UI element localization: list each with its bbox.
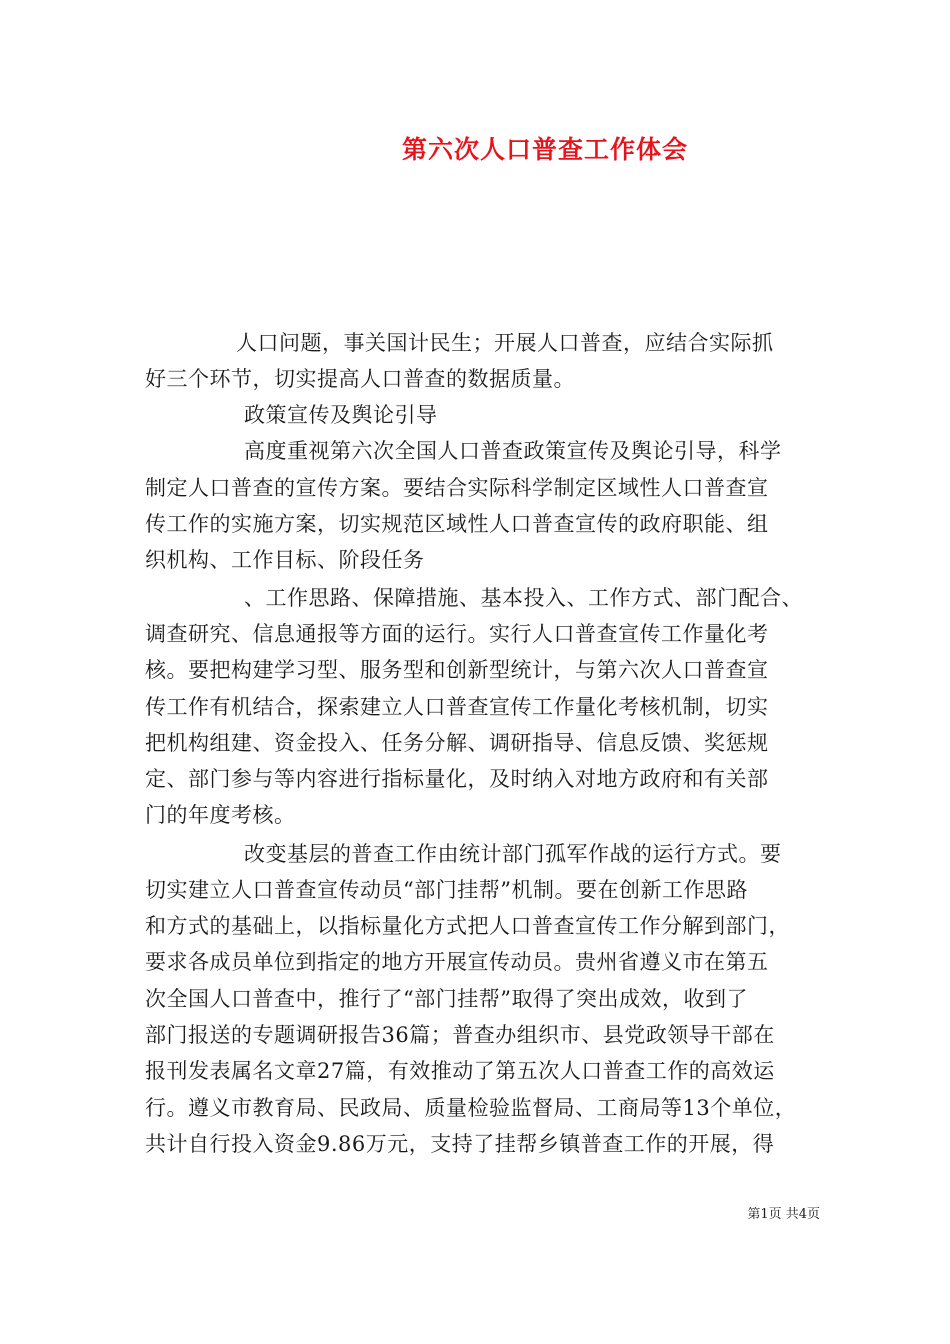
paragraph-line: 门的年度考核。 [145, 803, 296, 827]
paragraph-line: 和方式的基础上，以指标量化方式把人口普查宣传工作分解到部门， [145, 914, 790, 938]
page-number: 第1页 共4页 [747, 1207, 820, 1222]
paragraph-line: 传工作的实施方案，切实规范区域性人口普查宣传的政府职能、组 [145, 512, 769, 536]
paragraph-line: 报刊发表属名文章27篇，有效推动了第五次人口普查工作的高效运 [145, 1059, 775, 1083]
paragraph-line: 人口问题，事关国计民生；开展人口普查，应结合实际抓 [236, 331, 774, 355]
document-title: 第六次人口普查工作体会 [401, 135, 688, 164]
paragraph-line: 次全国人口普查中，推行了“部门挂帮”取得了突出成效，收到了 [145, 987, 748, 1011]
paragraph-line: 共计自行投入资金9.86万元，支持了挂帮乡镇普查工作的开展，得 [145, 1132, 775, 1156]
paragraph-line: 核。要把构建学习型、服务型和创新型统计，与第六次人口普查宣 [145, 658, 769, 682]
paragraph-line: 调查研究、信息通报等方面的运行。实行人口普查宣传工作量化考 [145, 622, 769, 646]
paragraph-line: 织机构、工作目标、阶段任务 [145, 548, 425, 572]
paragraph-line: 制定人口普查的宣传方案。要结合实际科学制定区域性人口普查宣 [145, 476, 769, 500]
paragraph-line: 把机构组建、资金投入、任务分解、调研指导、信息反馈、奖惩规 [145, 731, 769, 755]
paragraph-line: 定、部门参与等内容进行指标量化，及时纳入对地方政府和有关部 [145, 767, 769, 791]
paragraph-line: 部门报送的专题调研报告36篇；普查办组织市、县党政领导干部在 [145, 1023, 775, 1047]
paragraph-line: 切实建立人口普查宣传动员“部门挂帮”机制。要在创新工作思路 [145, 878, 748, 902]
paragraph-line: 要求各成员单位到指定的地方开展宣传动员。贵州省遵义市在第五 [145, 950, 769, 974]
paragraph-line: 好三个环节，切实提高人口普查的数据质量。 [145, 367, 575, 391]
paragraph-line: 传工作有机结合，探索建立人口普查宣传工作量化考核机制，切实 [145, 695, 769, 719]
paragraph-line: 改变基层的普查工作由统计部门孤军作战的运行方式。要 [244, 842, 782, 866]
section-heading: 政策宣传及舆论引导 [244, 403, 438, 427]
paragraph-line: 、工作思路、保障措施、基本投入、工作方式、部门配合、 [244, 586, 803, 610]
paragraph-line: 行。遵义市教育局、民政局、质量检验监督局、工商局等13个单位， [145, 1096, 797, 1120]
paragraph-line: 高度重视第六次全国人口普查政策宣传及舆论引导，科学 [244, 439, 782, 463]
